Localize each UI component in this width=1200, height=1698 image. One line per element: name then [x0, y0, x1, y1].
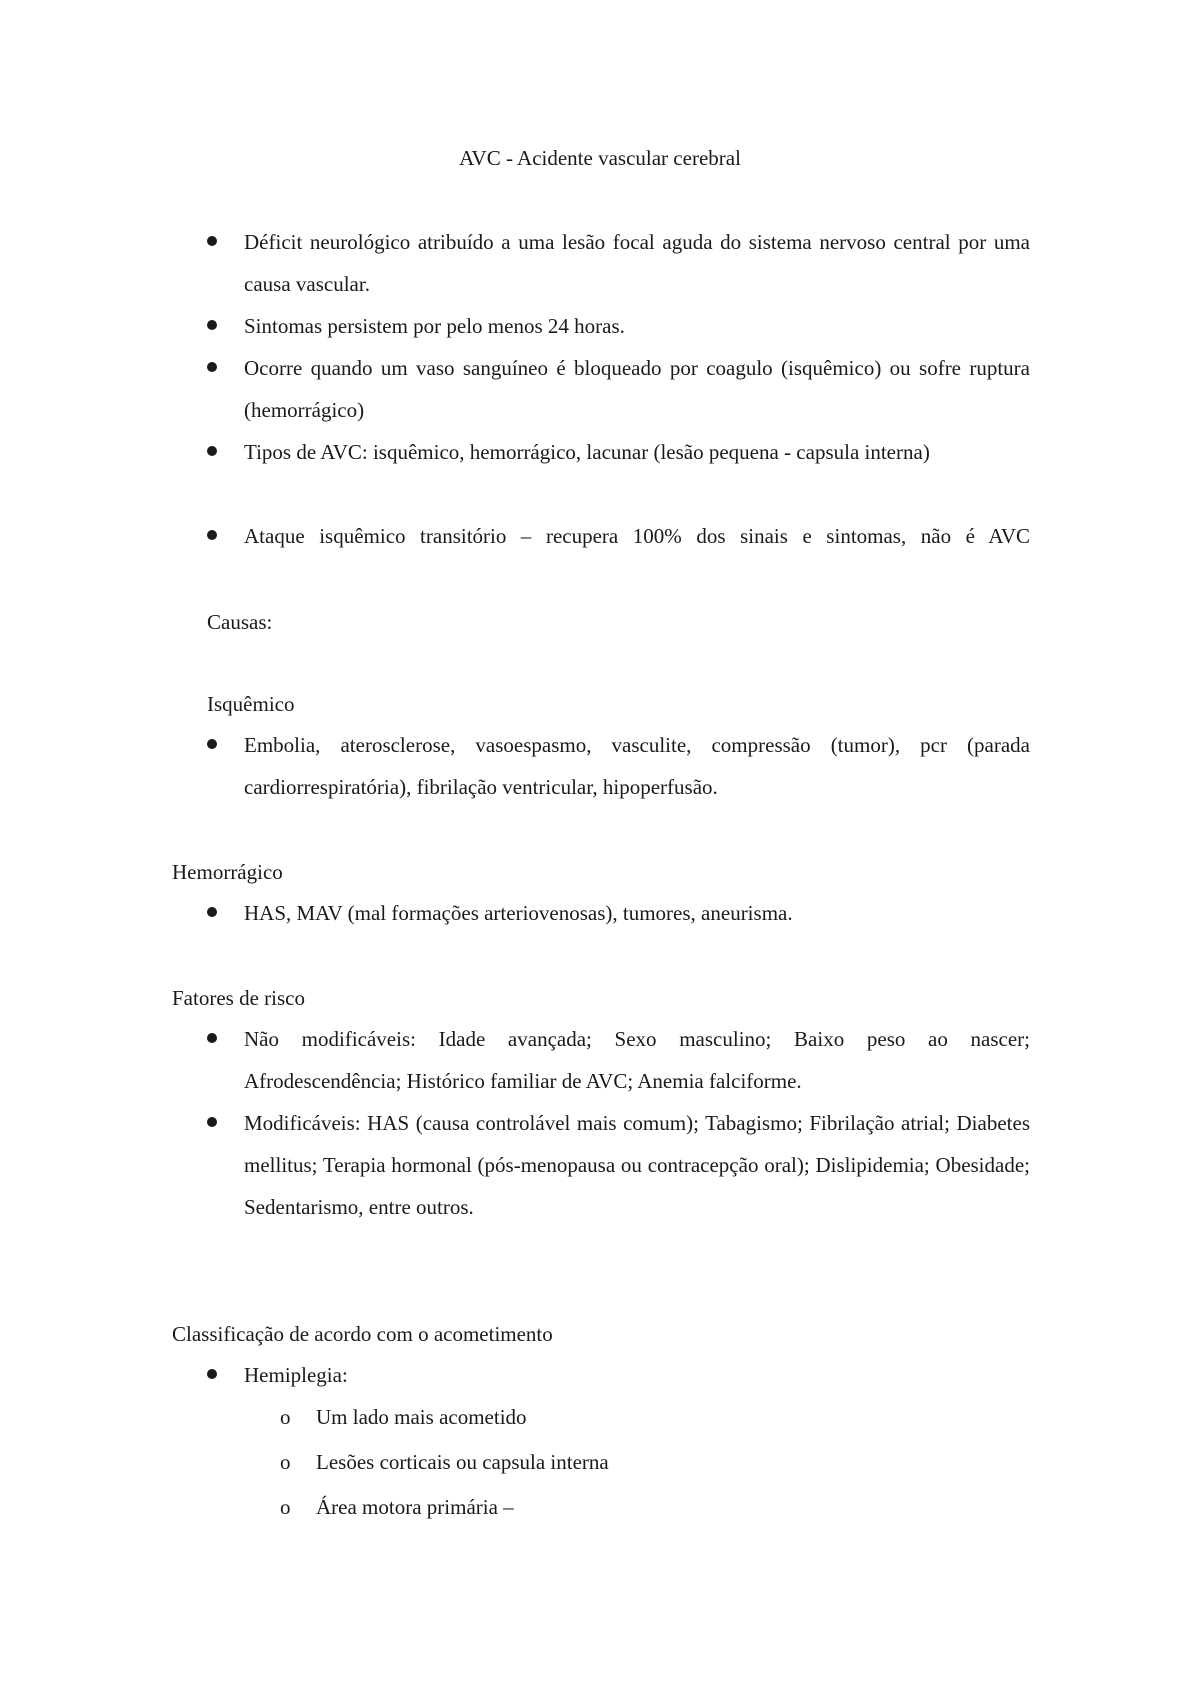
list-item: Tipos de AVC: isquêmico, hemorrágico, lacunar (lesão pequena - capsula interna) [244, 440, 930, 464]
isquemico-heading: Isquêmico [207, 692, 295, 716]
list-item: Sintomas persistem por pelo menos 24 horas. [244, 314, 625, 338]
bullet-dot [207, 320, 217, 330]
bullet-dot [207, 1033, 217, 1043]
classificacao-heading: Classificação de acordo com o acometimento [172, 1322, 553, 1346]
causas-heading: Causas: [207, 610, 273, 634]
list-item: Não modificáveis: Idade avançada; Sexo masculino; Baixo peso ao nascer; Afrodescendência; Histórico familiar de AVC; Anemia falciforme. [244, 1027, 1030, 1093]
sub-bullet-marker: o [280, 1495, 291, 1519]
sub-list-item: Área motora primária – [316, 1495, 514, 1519]
sub-bullet-marker: o [280, 1405, 291, 1429]
fatores-heading: Fatores de risco [172, 986, 305, 1010]
bullet-dot [207, 530, 217, 540]
list-item: Hemiplegia: [244, 1363, 348, 1387]
list-item: Ocorre quando um vaso sanguíneo é bloqueado por coagulo (isquêmico) ou sofre ruptura (hemorrágico) [244, 356, 1030, 422]
sub-bullet-marker: o [280, 1450, 291, 1474]
sub-list-item: Lesões corticais ou capsula interna [316, 1450, 609, 1474]
document-title: AVC - Acidente vascular cerebral [459, 146, 741, 170]
list-item: Déficit neurológico atribuído a uma lesão focal aguda do sistema nervoso central por uma causa vascular. [244, 230, 1030, 296]
list-item: Ataque isquêmico transitório – recupera 100% dos sinais e sintomas, não é AVC [244, 524, 1030, 548]
bullet-dot [207, 739, 217, 749]
bullet-dot [207, 1117, 217, 1127]
bullet-dot [207, 362, 217, 372]
list-item: Modificáveis: HAS (causa controlável mais comum); Tabagismo; Fibrilação atrial; Diabetes mellitus; Terapia hormonal (pós-menopausa ou contracepção oral); Dislipidemia; Obesidade; Sedentarismo, entre outros. [244, 1111, 1030, 1219]
sub-list-item: Um lado mais acometido [316, 1405, 527, 1429]
bullet-dot [207, 236, 217, 246]
list-item: Embolia, aterosclerose, vasoespasmo, vasculite, compressão (tumor), pcr (parada cardiorrespiratória), fibrilação ventricular, hipoperfusão. [244, 733, 1030, 799]
bullet-dot [207, 907, 217, 917]
hemorragico-heading: Hemorrágico [172, 860, 283, 884]
bullet-dot [207, 446, 217, 456]
list-item: HAS, MAV (mal formações arteriovenosas), tumores, aneurisma. [244, 901, 793, 925]
bullet-dot [207, 1369, 217, 1379]
